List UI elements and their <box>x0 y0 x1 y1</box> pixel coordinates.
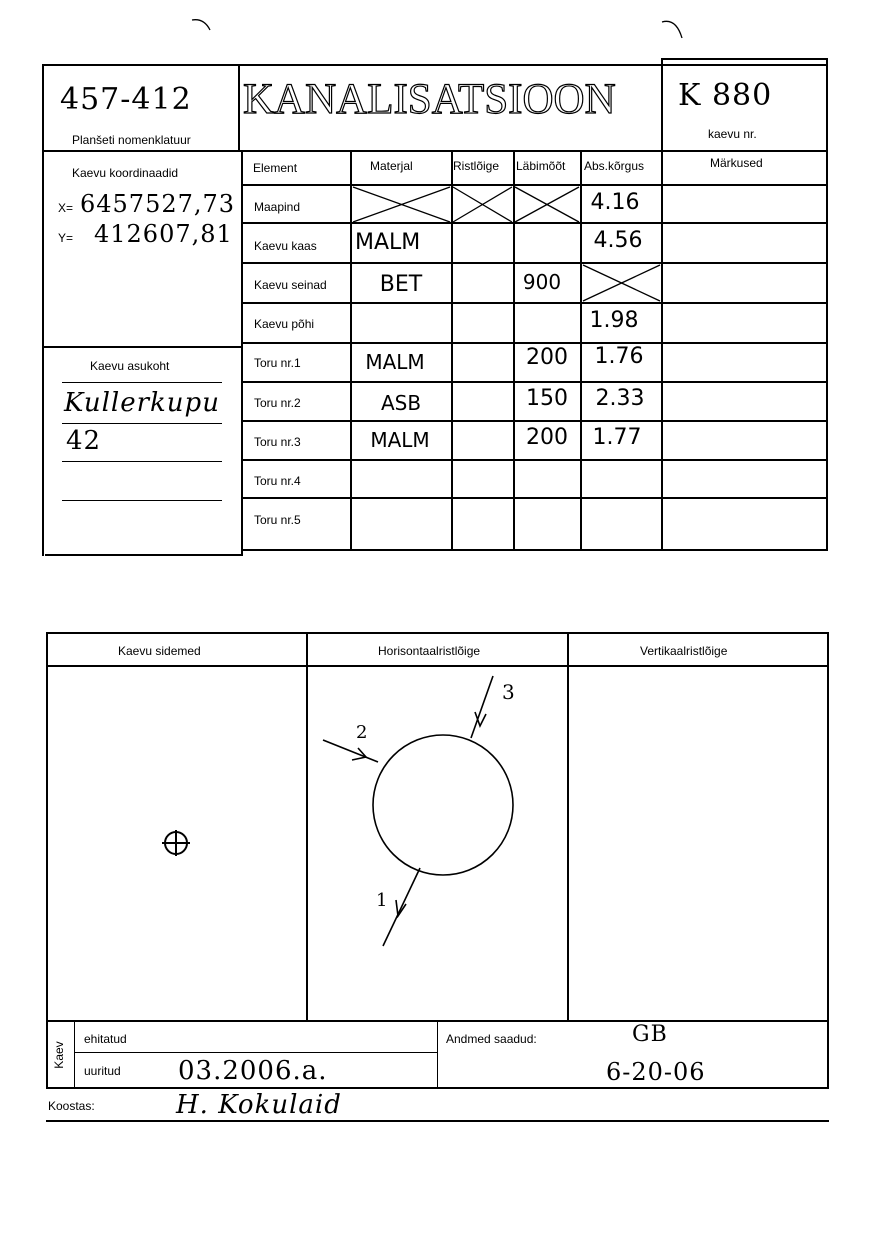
location-line-0 <box>62 382 222 383</box>
material-walls: BET <box>379 272 423 297</box>
abs-pipe3: 1.77 <box>592 425 642 450</box>
y-coordinate: 412607,81 <box>94 220 233 248</box>
row-label-1: Kaevu kaas <box>254 239 317 253</box>
horizontal-section-drawing <box>308 668 566 1018</box>
diameter-walls: 900 <box>522 270 562 294</box>
row-label-4: Toru nr.1 <box>254 356 301 370</box>
footer-author-value: H. Kokulaid <box>176 1090 342 1120</box>
material-cover: MALM <box>355 230 421 255</box>
row-sep-2 <box>241 262 828 264</box>
abs-pipe2: 2.33 <box>595 386 645 411</box>
footer-side-label: Kaev <box>52 1041 66 1069</box>
col-header-element: Element <box>253 161 298 175</box>
footer-data-date: 6-20-06 <box>606 1058 706 1086</box>
row-sep-8 <box>241 497 828 499</box>
footer-data-source: GB <box>632 1022 668 1047</box>
plansheet-value: 457-412 <box>60 82 192 117</box>
location-line-3 <box>62 500 222 501</box>
row-label-3: Kaevu põhi <box>254 317 315 331</box>
row-sep-4 <box>241 342 828 344</box>
pipe-label-2: 2 <box>356 722 369 743</box>
col-header-abs-height: Abs.kõrgus <box>584 159 645 173</box>
well-number-label: kaevu nr. <box>708 127 757 141</box>
crosshair-icon <box>150 825 192 861</box>
crossed-cell-walls-abs <box>582 264 662 302</box>
footer-surveyed-value: 03.2006.a. <box>178 1056 328 1086</box>
col-header-cross-section: Ristlõige <box>453 159 500 173</box>
row-label-7: Toru nr.4 <box>254 474 301 488</box>
diagram-header-vertical: Vertikaalristlõige <box>640 644 728 658</box>
diagram-frame-right <box>827 632 829 1022</box>
footer-author-label: Koostas: <box>48 1099 95 1113</box>
sep-left-col <box>241 150 243 555</box>
row-label-5: Toru nr.2 <box>254 396 301 410</box>
row-sep-6 <box>241 420 828 422</box>
row-label-0: Maapind <box>254 200 301 214</box>
corner-mark-left <box>190 14 214 34</box>
footer-mid-sep <box>437 1022 438 1088</box>
col-header-material: Materjal <box>370 159 413 173</box>
well-number-value: K 880 <box>678 78 773 113</box>
footer-right-edge <box>827 1020 829 1088</box>
sep-plansheet <box>238 64 240 152</box>
abs-ground: 4.16 <box>590 190 640 215</box>
row-sep-5 <box>241 381 828 383</box>
frame-top-right <box>662 58 828 60</box>
sep-coord-loc <box>44 346 242 348</box>
frame-left <box>42 64 44 556</box>
location-street: Kullerkupu <box>64 388 220 418</box>
diameter-pipe1: 200 <box>526 345 568 370</box>
x-coordinate: 6457527,73 <box>80 190 236 218</box>
page-title: KANALISATSIOON <box>243 76 616 123</box>
material-pipe2: ASB <box>380 391 422 415</box>
col-header-notes: Märkused <box>710 156 763 170</box>
y-prefix: Y= <box>58 231 74 245</box>
diagram-frame-left <box>46 632 48 1022</box>
diameter-pipe2: 150 <box>526 386 568 411</box>
pipe-label-3: 3 <box>502 680 516 704</box>
author-line <box>46 1120 829 1122</box>
frame-bottom-right <box>243 549 828 551</box>
location-number: 42 <box>66 426 102 456</box>
plansheet-label: Planšeti nomenklatuur <box>72 133 191 147</box>
frame-bottom-left <box>45 554 243 556</box>
diagram-header-horizontal: Horisontaalristlõige <box>378 644 481 658</box>
diagram-header-connections: Kaevu sidemed <box>118 644 201 658</box>
coordinates-label: Kaevu koordinaadid <box>72 166 179 180</box>
footer-built-label: ehitatud <box>84 1032 127 1046</box>
frame-top <box>42 64 828 66</box>
abs-cover: 4.56 <box>593 228 643 253</box>
diagram-frame-top <box>46 632 829 634</box>
location-line-1 <box>62 423 222 424</box>
footer-side-sep <box>74 1022 75 1088</box>
diagram-header-line <box>46 665 829 667</box>
footer-row-sep <box>74 1052 438 1053</box>
row-label-6: Toru nr.3 <box>254 435 301 449</box>
location-line-2 <box>62 461 222 462</box>
footer-bottom-line <box>46 1087 829 1089</box>
footer-left-edge <box>46 1020 48 1088</box>
row-label-8: Toru nr.5 <box>254 513 301 527</box>
material-pipe1: MALM <box>365 350 425 374</box>
crossed-cells-ground <box>352 186 581 223</box>
location-label: Kaevu asukoht <box>90 359 170 373</box>
pipe-label-1: 1 <box>376 890 389 911</box>
col-header-diameter: Läbimõõt <box>516 159 566 173</box>
x-prefix: X= <box>58 201 74 215</box>
abs-bottom: 1.98 <box>589 308 639 333</box>
diagram-sep-2 <box>567 632 569 1022</box>
frame-right <box>826 58 828 550</box>
row-sep-7 <box>241 459 828 461</box>
abs-pipe1: 1.76 <box>594 344 644 369</box>
material-pipe3: MALM <box>370 428 430 452</box>
footer-surveyed-label: uuritud <box>84 1064 121 1078</box>
diameter-pipe3: 200 <box>526 425 568 450</box>
header-bottom <box>42 150 828 152</box>
corner-mark-right <box>660 14 686 42</box>
sep-wellno <box>661 58 663 550</box>
row-sep-3 <box>241 302 828 304</box>
row-label-2: Kaevu seinad <box>254 278 327 292</box>
footer-data-label: Andmed saadud: <box>446 1032 537 1046</box>
